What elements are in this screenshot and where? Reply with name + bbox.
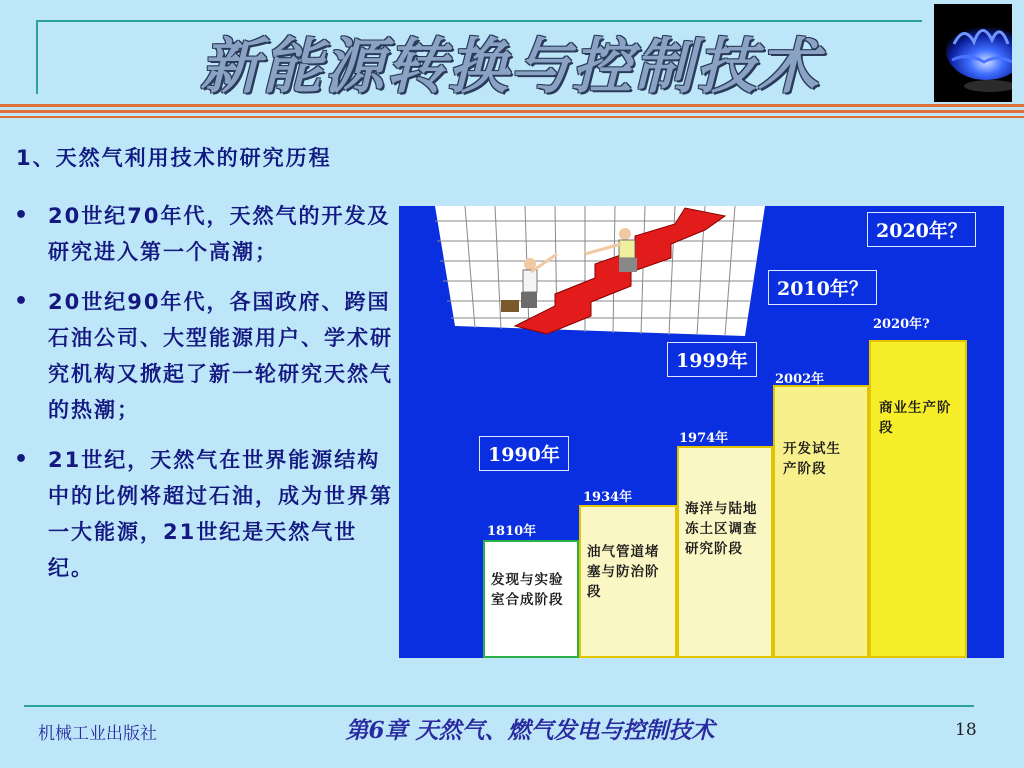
publisher-name: 机械工业出版社	[38, 724, 157, 744]
bullet-text: 20世纪70年代，天然气的开发及研究进入第一个高潮；	[48, 204, 391, 264]
stage-year-5: 2020年?	[873, 317, 930, 332]
bullet-text: 20世纪90年代，各国政府、跨国石油公司、大型能源用户、学术研究机构又掀起了新一轮研究天然气的热潮；	[48, 290, 393, 422]
slide-title: 新能源转换与控制技术	[200, 32, 820, 102]
header-rule	[0, 104, 1024, 107]
bullet-dot-icon: •	[14, 203, 31, 228]
stage-bar-5	[869, 340, 967, 658]
header-vertical-line	[36, 20, 38, 94]
footer-line	[24, 705, 974, 707]
progress-clipart	[435, 206, 765, 336]
stage-year-2: 1934年	[583, 490, 633, 505]
stage-text-2: 油气管道堵塞与防治阶段	[587, 544, 660, 600]
bullet-list	[14, 198, 394, 600]
stage-year-1: 1810年	[487, 524, 537, 539]
stage-year-4: 2002年	[775, 372, 825, 387]
page-number: 18	[955, 720, 977, 740]
bullet-item	[14, 442, 394, 586]
year-label-2010: 2010年？	[768, 270, 877, 305]
stage-bar-4	[773, 385, 869, 658]
section-heading: 1、天然气利用技术的研究历程	[16, 146, 332, 170]
bullet-text: 21世纪，天然气在世界能源结构中的比例将超过石油，成为世界第一大能源，21世纪是天然气世纪。	[48, 448, 393, 580]
bullet-item	[14, 284, 394, 428]
bullet-dot-icon: •	[14, 289, 31, 314]
stage-year-3: 1974年	[679, 431, 729, 446]
stage-text-5: 商业生产阶段	[879, 400, 952, 436]
stage-text-4: 开发试生产阶段	[783, 441, 841, 477]
bullet-item	[14, 198, 394, 270]
bullet-dot-icon: •	[14, 447, 31, 472]
stage-text-1: 发现与实验室合成阶段	[491, 572, 564, 608]
header-rule	[0, 110, 1024, 113]
year-label-1990: 1990年	[479, 436, 569, 471]
header-rule	[0, 116, 1024, 118]
gas-flame-icon	[934, 4, 1012, 102]
chapter-title: 第6章 天然气、燃气发电与控制技术	[345, 717, 715, 744]
header-horizontal-line	[36, 20, 922, 22]
stage-text-3: 海洋与陆地冻土区调查研究阶段	[685, 501, 758, 557]
year-label-1999: 1999年	[667, 342, 757, 377]
gas-flame-image	[934, 4, 1012, 102]
year-label-2020: 2020年？	[867, 212, 976, 247]
history-figure	[399, 206, 1004, 658]
